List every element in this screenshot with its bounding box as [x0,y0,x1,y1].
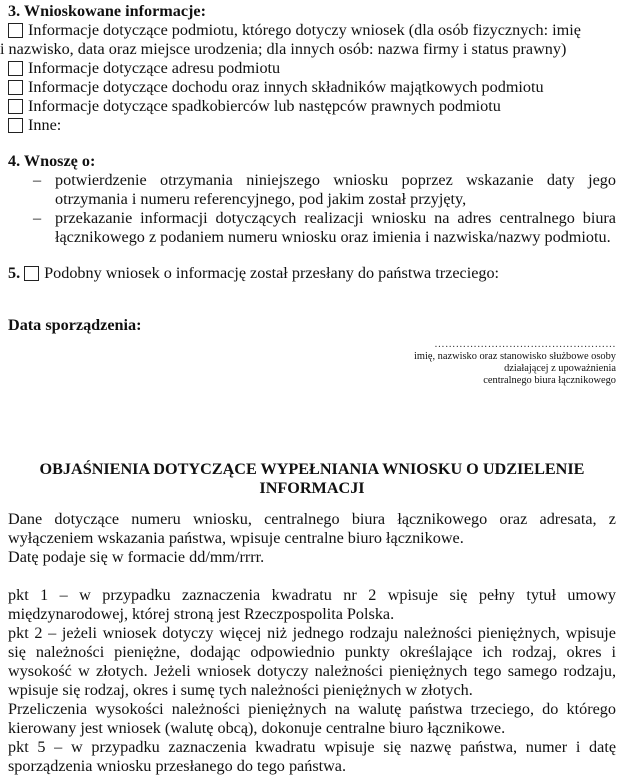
section-5-label: Podobny wniosek o informację został przesłany do państwa trzeciego: [44,264,500,282]
paragraph-gap [8,567,616,586]
section-4-title: 4. Wnoszę o: [8,152,96,170]
checkbox-subject-info[interactable] [8,23,23,38]
section-similar-request [8,264,616,283]
option-label: Informacje dotyczące adresu podmiotu [28,59,281,77]
option-heirs-info [8,97,616,116]
explanations-body [8,510,616,776]
explanations-heading-line2: INFORMACJI [259,479,365,497]
request-item-confirmation [8,171,616,209]
option-subject-info [8,21,616,40]
date-of-preparation-label: Data sporządzenia: [8,316,142,334]
signature-caption-line3: centralnego biura łącznikowego [483,375,616,386]
checkbox-other[interactable] [8,118,23,133]
request-list [8,171,616,247]
request-item-forwarding [8,209,616,247]
section-requested-information [0,2,616,135]
section-requests [8,152,616,247]
explanation-paragraph: pkt 5 – w przypadku zaznaczenia kwadratu wpisuje się nazwę państwa, numer i datę sporządzenia wniosku przesłanego do tego państwa. [8,738,616,775]
checkbox-similar-request[interactable] [24,266,39,281]
dash-bullet-icon: – [33,171,42,189]
signature-caption-line2: działającej z upoważnienia [504,363,616,374]
checkbox-address-info[interactable] [8,61,23,76]
signature-block [356,339,616,387]
explanation-paragraph: pkt 2 – jeżeli wniosek dotyczy więcej niż jednego rodzaju należności pieniężnych, wpisuje się należności pieniężne, dodając odpowiednio punkty określające ich rodzaj, okres i wysokość w złotych. Jeżeli wniosek dotyczy należności pieniężnych tego samego rodzaju, wpisuje się rodzaj, okres i sumę tych należności pieniężnych w złotych. [8,624,616,699]
request-item-text: przekazanie informacji dotyczących realizacji wniosku na adres centralnego biura łącznikowego z podaniem numeru wniosku oraz imienia i nazwiska/nazwy podmiotu. [55,209,616,246]
explanation-paragraph: Datę podaje się w formacie dd/mm/rrrr. [8,548,265,566]
option-label: Informacje dotyczące dochodu oraz innych składników majątkowych podmiotu [28,78,544,96]
option-label: Informacje dotyczące spadkobierców lub następców prawnych podmiotu [28,97,501,115]
signature-line[interactable]: …………………………………………… [434,339,616,350]
checkbox-income-info[interactable] [8,80,23,95]
signature-caption-line1: imię, nazwisko oraz stanowisko służbowe osoby [413,351,616,362]
explanation-paragraph: Dane dotyczące numeru wniosku, centralnego biura łącznikowego oraz adresata, z wyłączeniem wskazania państwa, wpisuje centralne biuro łącznikowe. [8,510,616,547]
option-income-info [8,78,616,97]
option-other [8,116,616,135]
explanation-paragraph: pkt 1 – w przypadku zaznaczenia kwadratu nr 2 wpisuje się pełny tytuł umowy międzynarodowej, której stroną jest Rzeczpospolita Polska. [8,586,616,623]
section-3-title: 3. Wnioskowane informacje: [8,2,206,20]
checkbox-heirs-info[interactable] [8,99,23,114]
explanation-paragraph: Przeliczenia wysokości należności pieniężnych na walutę państwa trzeciego, do którego kierowany jest wniosek (walutę obcą), dokonuje centralne biuro łącznikowe. [8,700,616,737]
option-address-info [8,59,616,78]
explanations-heading-line1: OBJAŚNIENIA DOTYCZĄCE WYPEŁNIANIA WNIOSKU O UDZIELENIE [39,460,585,478]
section-5-number: 5. [8,264,21,282]
request-item-text: potwierdzenie otrzymania niniejszego wniosku poprzez wskazanie daty jego otrzymania i numeru referencyjnego, pod jakim został przyjęty, [55,171,616,208]
option-label-continuation: i nazwisko, data oraz miejsce urodzenia; dla innych osób: nazwa firmy i status prawny) [0,40,567,58]
dash-bullet-icon: – [33,209,42,227]
option-subject-info-continuation [0,40,616,59]
option-label: Inne: [28,116,62,134]
explanations-heading [8,460,616,498]
option-label: Informacje dotyczące podmiotu, którego dotyczy wniosek (dla osób fizycznych: imię [28,21,581,39]
